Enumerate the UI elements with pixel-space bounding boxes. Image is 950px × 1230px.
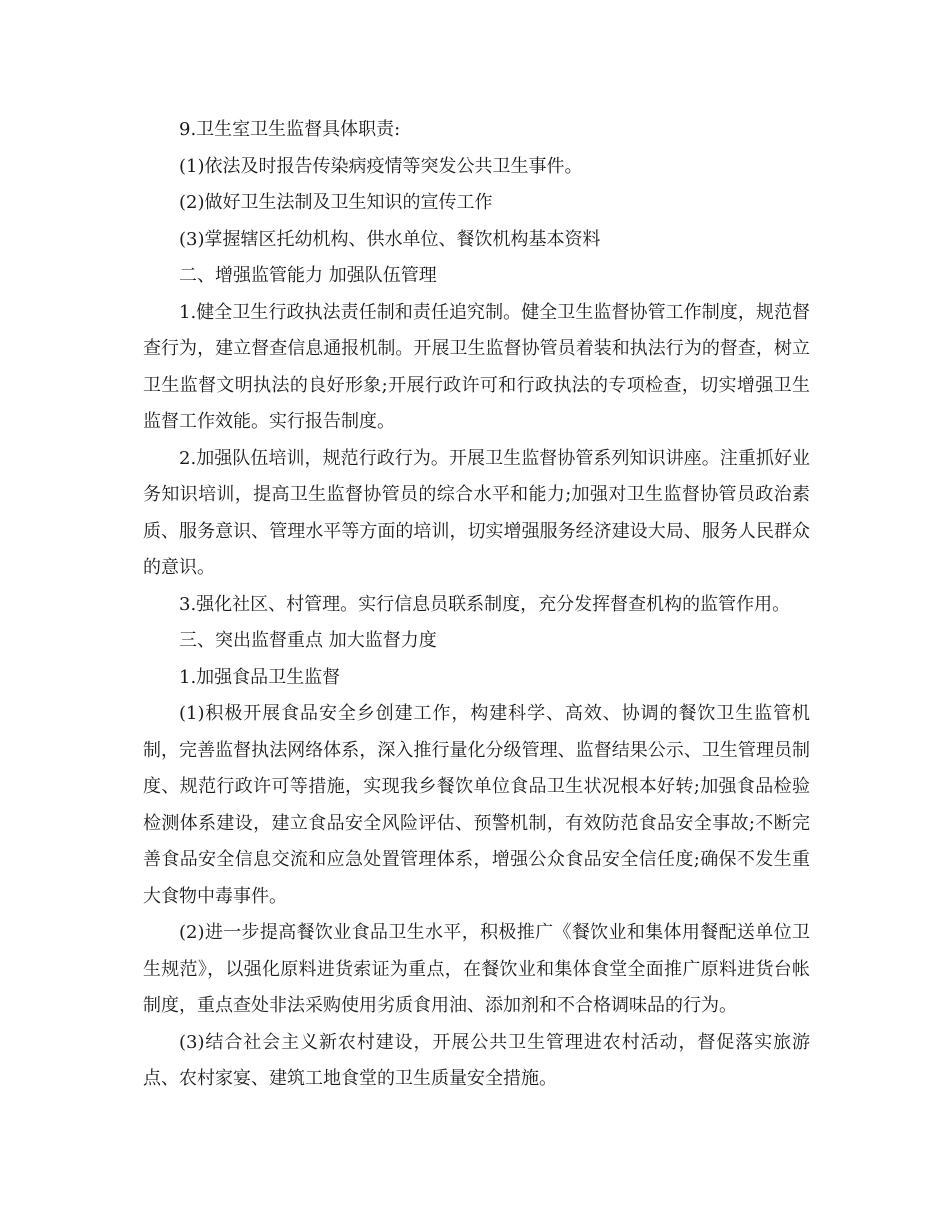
paragraph-item-1: 1.健全卫生行政执法责任制和责任追究制。健全卫生监督协管工作制度，规范督查行为，建立督查信息通报机制。开展卫生监督协管员着装和执法行为的督查，树立卫生监督文明执法的良好形象;开展行政许可和行政执法的专项检查，切实增强卫生监督工作效能。实行报告制度。 — [143, 301, 810, 432]
subheading-food-hygiene: 1.加强食品卫生监督 — [179, 666, 341, 688]
paragraph-food-2: (2)进一步提高餐饮业食品卫生水平，积极推广《餐饮业和集体用餐配送单位卫生规范》，以强化原料进货索证为重点，在餐饮业和集体食堂全面推广原料进货台帐制度，重点查处非法采购使用劣质食用油、添加剂和不合格调味品的行为。 — [143, 922, 810, 1016]
paragraph-item-2: 2.加强队伍培训，规范行政行为。开展卫生监督协管系列知识讲座。注重抓好业务知识培训，提高卫生监督协管员的综合水平和能力;加强对卫生监督协管员政治素质、服务意识、管理水平等方面的培训，切实增强服务经济建设大局、服务人民群众的意识。 — [143, 447, 810, 578]
section-heading-2: 二、增强监管能力 加强队伍管理 — [179, 265, 437, 286]
document-body — [143, 112, 810, 1098]
paragraph-9-duties-heading: 9.卫生室卫生监督具体职责: — [179, 119, 401, 140]
paragraph-item-3: 3.强化社区、村管理。实行信息员联系制度，充分发挥督查机构的监管作用。 — [179, 593, 791, 615]
paragraph-food-3: (3)结合社会主义新农村建设，开展公共卫生管理进农村活动，督促落实旅游点、农村家宴、建筑工地食堂的卫生质量安全措施。 — [143, 1031, 810, 1089]
paragraph-duty-1: (1)依法及时报告传染病疫情等突发公共卫生事件。 — [179, 155, 583, 177]
paragraph-duty-3: (3)掌握辖区托幼机构、供水单位、餐饮机构基本资料 — [179, 228, 601, 250]
paragraph-duty-2: (2)做好卫生法制及卫生知识的宣传工作 — [179, 192, 493, 213]
section-heading-3: 三、突出监督重点 加大监督力度 — [179, 630, 437, 651]
paragraph-food-1: (1)积极开展食品安全乡创建工作，构建科学、高效、协调的餐饮卫生监管机制，完善监督执法网络体系，深入推行量化分级管理、监督结果公示、卫生管理员制度、规范行政许可等措施，实现我乡餐饮单位食品卫生状况根本好转;加强食品检验检测体系建设，建立食品安全风险评估、预警机制，有效防范食品安全事故;不断完善食品安全信息交流和应急处置管理体系，增强公众食品安全信任度;确保不发生重大食物中毒事件。 — [143, 703, 810, 907]
